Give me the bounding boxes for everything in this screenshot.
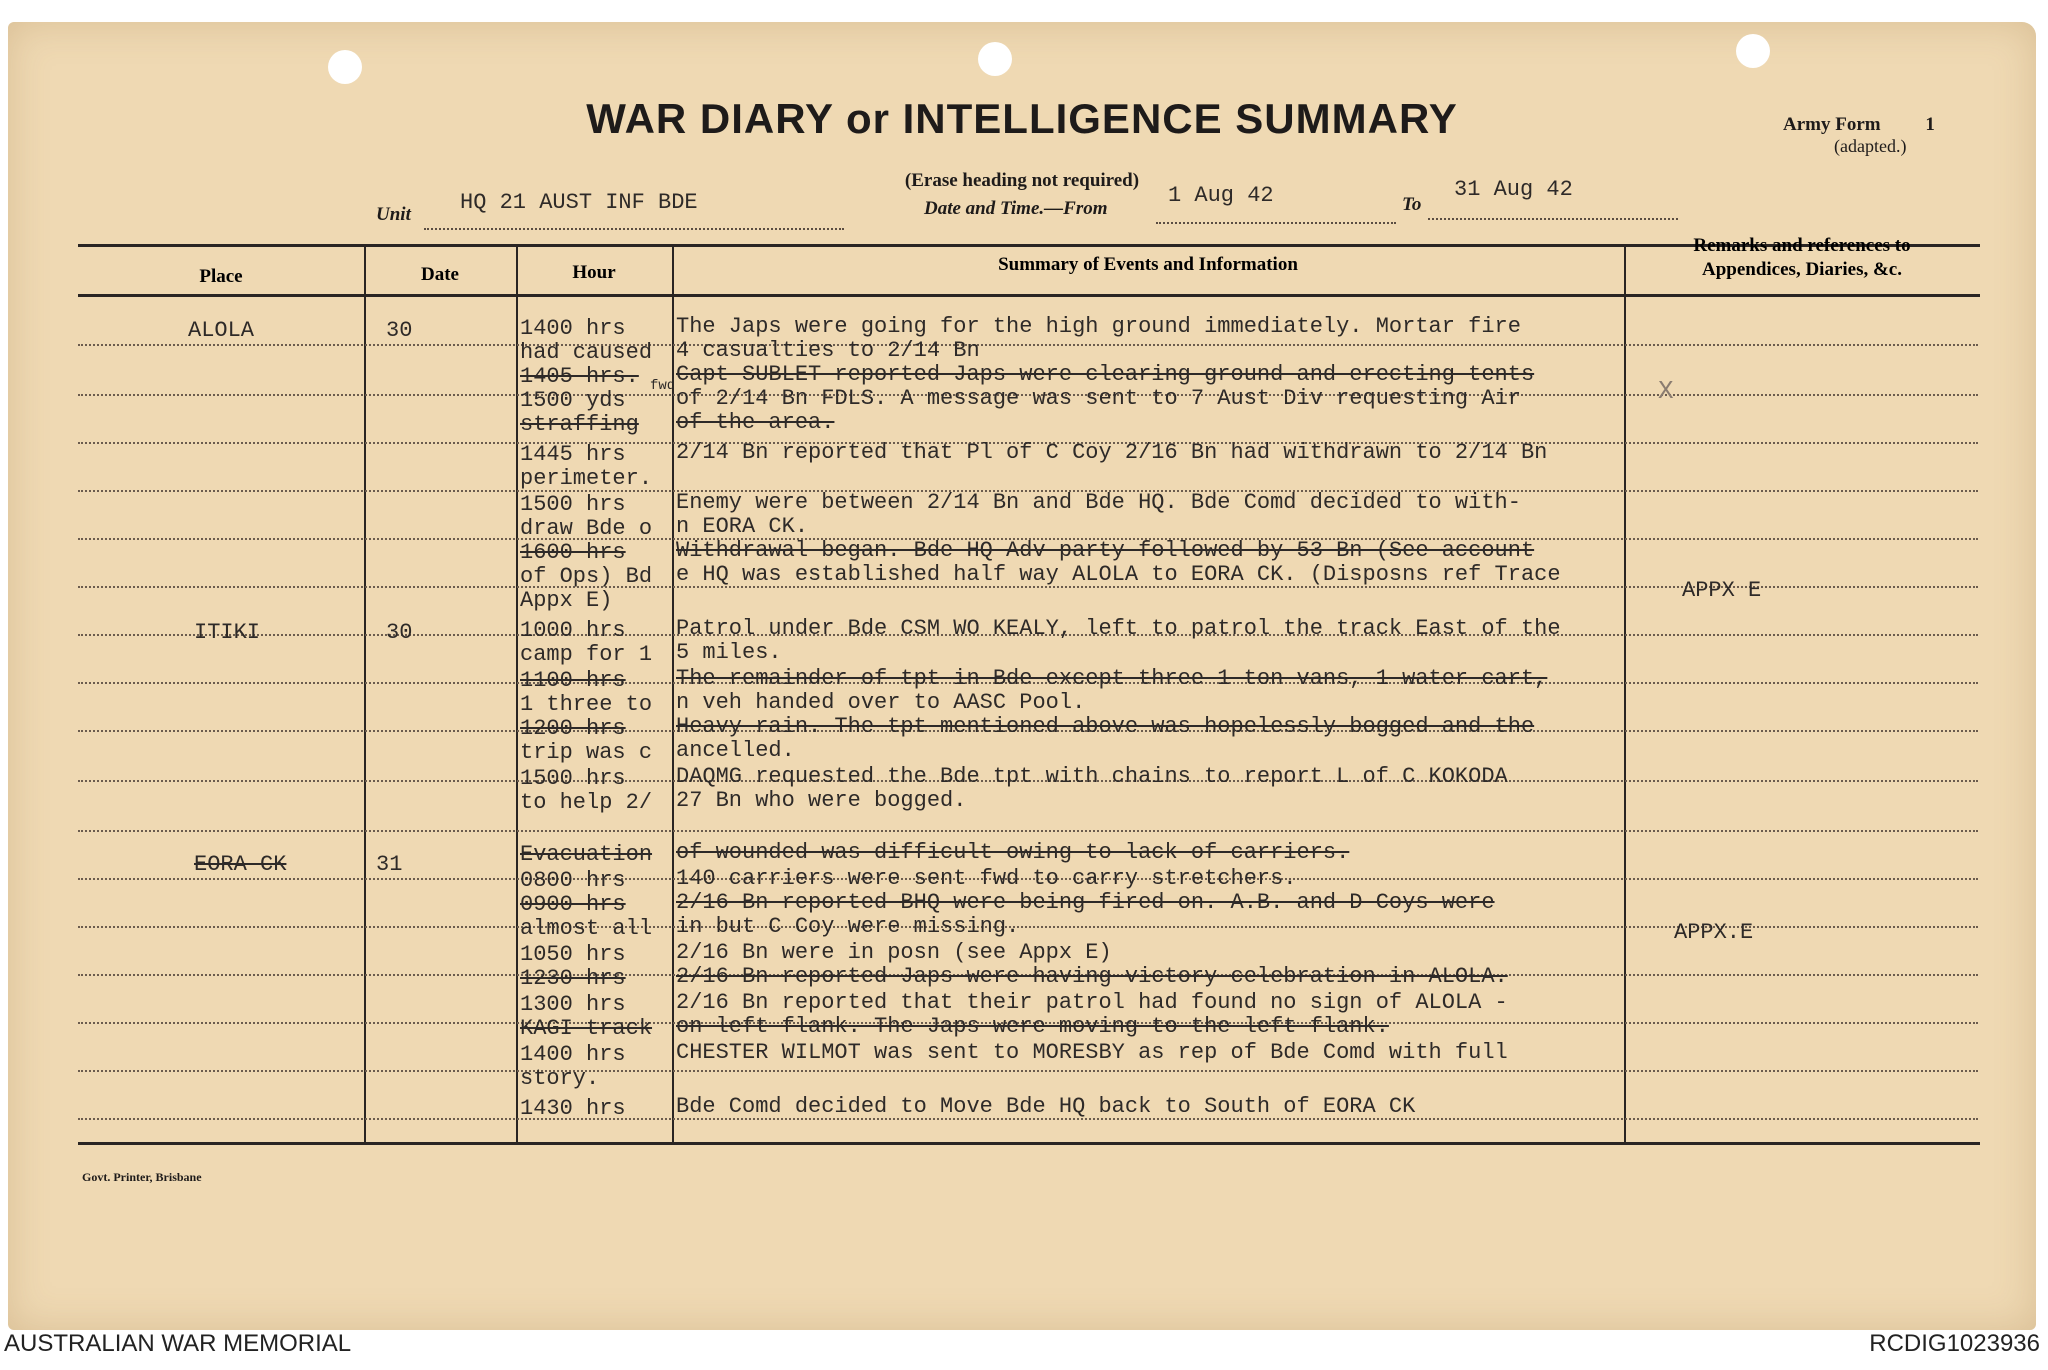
- printer-imprint: Govt. Printer, Brisbane: [82, 1170, 202, 1184]
- summary-line: of wounded was difficult owing to lack of carriers.: [676, 840, 1350, 865]
- column-header-hour: Hour: [572, 262, 616, 283]
- hour-cell: 1400 hrs: [520, 316, 626, 341]
- summary-line: n EORA CK.: [676, 514, 809, 539]
- hour-cell: Evacuation: [520, 842, 653, 867]
- column-header-place: Place: [199, 266, 243, 287]
- place-cell: ALOLA: [188, 318, 255, 343]
- hour-cell: KAGI track: [520, 1016, 653, 1041]
- column-divider: [364, 244, 366, 1144]
- summary-line: Enemy were between 2/14 Bn and Bde HQ. Bde Comd decided to with-: [676, 490, 1521, 515]
- to-date-value: 31 Aug 42: [1454, 177, 1573, 202]
- summary-line: Patrol under Bde CSM WO KEALY, left to patrol the track East of the: [676, 616, 1561, 641]
- summary-line: 5 miles.: [676, 640, 782, 665]
- unit-dotline: [424, 228, 844, 230]
- column-header-remarks: Remarks and references to Appendices, Diaries, &c.: [1693, 235, 1911, 280]
- unit-value: HQ 21 AUST INF BDE: [460, 190, 698, 215]
- column-divider: [516, 244, 518, 1144]
- column-header-summary: Summary of Events and Information: [998, 254, 1298, 275]
- summary-line: e HQ was established half way ALOLA to EORA CK. (Disposns ref Trace: [676, 562, 1561, 587]
- summary-line: on left flank. The Japs were moving to the left flank.: [676, 1014, 1389, 1039]
- to-dotline: [1428, 218, 1678, 220]
- date-cell: 31: [376, 852, 403, 877]
- hour-cell: 1050 hrs: [520, 942, 626, 967]
- hour-cell: 1405 hrs.: [520, 364, 639, 389]
- hour-cell: 1500 yds: [520, 388, 626, 413]
- remarks-appendix-ref: APPX.E: [1674, 920, 1754, 945]
- document-title: WAR DIARY or INTELLIGENCE SUMMARY: [586, 95, 1458, 142]
- hour-cell: straffing: [520, 412, 639, 437]
- remarks-x-mark: X: [1658, 376, 1674, 406]
- hour-cell: draw Bde o: [520, 516, 653, 541]
- summary-line: The Japs were going for the high ground immediately. Mortar fire: [676, 314, 1521, 339]
- punch-hole: [328, 50, 362, 84]
- summary-line: n veh handed over to AASC Pool.: [676, 690, 1086, 715]
- army-form-label: Army Form 1: [1783, 114, 1935, 135]
- from-date-value: 1 Aug 42: [1168, 183, 1274, 208]
- summary-line: 27 Bn who were bogged.: [676, 788, 967, 813]
- date-cell: 30: [386, 620, 413, 645]
- column-header-date: Date: [421, 264, 459, 285]
- unit-label: Unit: [376, 204, 411, 225]
- hour-cell: 1 three to: [520, 692, 653, 717]
- hour-cell: perimeter.: [520, 466, 653, 491]
- summary-line: 2/14 Bn reported that Pl of C Coy 2/16 Bn had withdrawn to 2/14 Bn: [676, 440, 1548, 465]
- hour-cell: 0900 hrs: [520, 892, 626, 917]
- summary-line: Bde Comd decided to Move Bde HQ back to South of EORA CK: [676, 1094, 1416, 1119]
- summary-line: ancelled.: [676, 738, 795, 763]
- footer-archive-name: AUSTRALIAN WAR MEMORIAL: [4, 1330, 352, 1357]
- from-dotline: [1156, 222, 1396, 224]
- document-subtitle: (Erase heading not required): [904, 170, 1140, 191]
- summary-line: 2/16 Bn reported Japs were having victory celebration in ALOLA.: [676, 964, 1508, 989]
- hour-cell: trip was c: [520, 740, 653, 765]
- summary-line: of 2/14 Bn FDLS. A message was sent to 7 Aust Div requesting Air: [676, 386, 1521, 411]
- row-rule: [78, 1070, 1978, 1072]
- hour-cell: story.: [520, 1066, 600, 1091]
- hour-cell: 1500 hrs: [520, 766, 626, 791]
- to-label: To: [1402, 194, 1422, 215]
- hour-cell: 0800 hrs: [520, 868, 626, 893]
- summary-line: Heavy rain. The tpt mentioned above was hopelessly bogged and the: [676, 714, 1535, 739]
- hour-cell: Appx E): [520, 588, 613, 613]
- hour-cell: 1445 hrs: [520, 442, 626, 467]
- army-form-adapted: (adapted.): [1834, 136, 1907, 156]
- remarks-appendix-ref: APPX E: [1682, 578, 1762, 603]
- hour-cell: had caused: [520, 340, 653, 365]
- hour-cell: 1100 hrs: [520, 668, 626, 693]
- hour-cell: 1430 hrs: [520, 1096, 626, 1121]
- hour-cell: 1300 hrs: [520, 992, 626, 1017]
- date-cell: 30: [386, 318, 413, 343]
- hour-cell: camp for 1: [520, 642, 653, 667]
- summary-line: of the area.: [676, 410, 835, 435]
- footer-record-id: RCDIG1023936: [1869, 1330, 2040, 1357]
- hour-cell: of Ops) Bd: [520, 564, 653, 589]
- document-page: [8, 22, 2036, 1330]
- column-divider: [1624, 244, 1626, 1144]
- row-rule: [78, 344, 1978, 346]
- summary-line: 2/16 Bn reported BHQ were being fired on. A.B. and D Coys were: [676, 890, 1495, 915]
- punch-hole: [978, 42, 1012, 76]
- hour-cell: 1500 hrs: [520, 492, 626, 517]
- place-cell: ITIKI: [194, 620, 261, 645]
- hour-cell: 1000 hrs: [520, 618, 626, 643]
- hour-cell: 1230 hrs: [520, 966, 626, 991]
- summary-line: The remainder of tpt in Bde except three 1 ton vans, 1 water-cart,: [676, 666, 1548, 691]
- hour-cell: 1400 hrs: [520, 1042, 626, 1067]
- hour-cell: to help 2/: [520, 790, 653, 815]
- summary-line: 2/16 Bn were in posn (see Appx E): [676, 940, 1112, 965]
- summary-line: Capt SUBLET reported Japs were clearing ground and erecting tents: [676, 362, 1535, 387]
- summary-line: 4 casualties to 2/14 Bn: [676, 338, 980, 363]
- hour-cell: 1200 hrs: [520, 716, 626, 741]
- date-time-label: Date and Time.—From: [924, 198, 1108, 219]
- hour-cell: almost all: [520, 916, 653, 941]
- place-cell: EORA CK: [194, 852, 287, 877]
- hour-cell: 1600 hrs: [520, 540, 626, 565]
- summary-line: Withdrawal began. Bde HQ Adv party followed by 53 Bn (See account: [676, 538, 1535, 563]
- row-rule: [78, 830, 1978, 832]
- summary-line: CHESTER WILMOT was sent to MORESBY as rep of Bde Comd with full: [676, 1040, 1508, 1065]
- summary-line: 140 carriers were sent fwd to carry stretchers.: [676, 866, 1297, 891]
- summary-line: 2/16 Bn reported that their patrol had found no sign of ALOLA -: [676, 990, 1508, 1015]
- summary-line: DAQMG requested the Bde tpt with chains to report L of C KOKODA: [676, 764, 1508, 789]
- summary-line: in but C Coy were missing.: [676, 914, 1020, 939]
- summary-annotation: fwd: [650, 378, 676, 394]
- punch-hole: [1736, 34, 1770, 68]
